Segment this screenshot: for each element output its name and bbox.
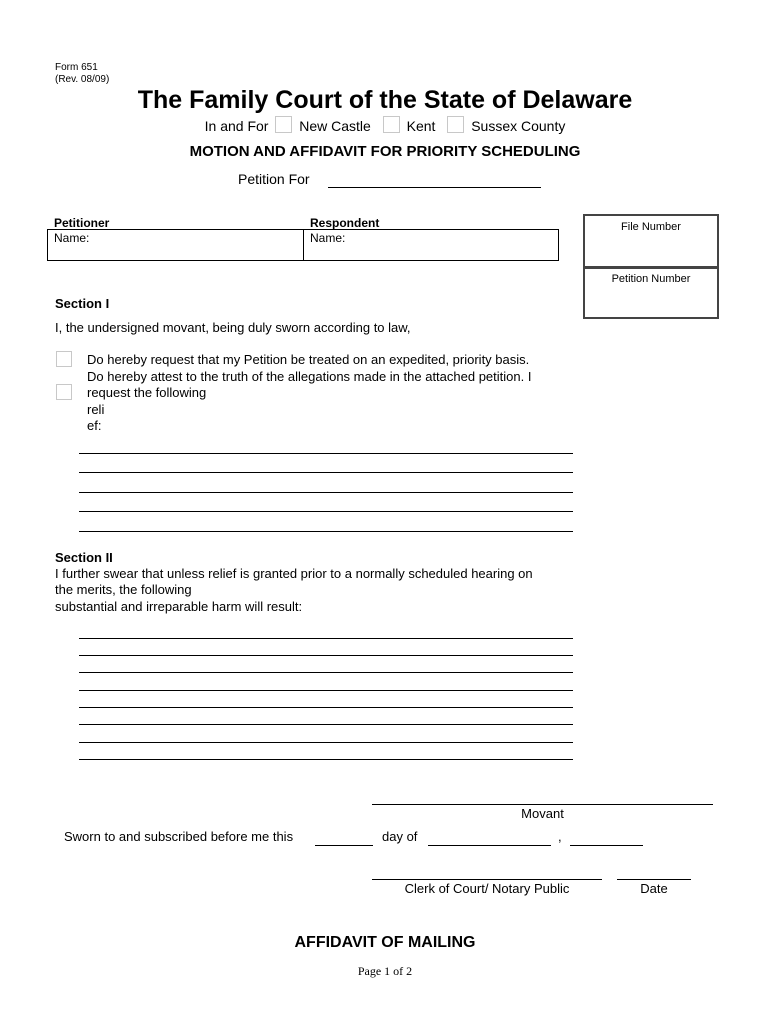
- new-castle-label: New Castle: [299, 118, 371, 134]
- harm-line[interactable]: [79, 690, 573, 691]
- sussex-checkbox[interactable]: [447, 116, 464, 133]
- motion-title: MOTION AND AFFIDAVIT FOR PRIORITY SCHEDULING: [189, 143, 581, 160]
- harm-line[interactable]: [79, 707, 573, 708]
- kent-label: Kent: [406, 118, 436, 134]
- clerk-label: Clerk of Court/ Notary Public: [404, 881, 570, 896]
- sworn-day-field[interactable]: [315, 845, 373, 846]
- parties-name-box: [47, 229, 559, 261]
- page-indicator: Page 1 of 2: [357, 964, 413, 978]
- section-2-line2: the merits, the following: [55, 582, 192, 597]
- harm-line[interactable]: [79, 655, 573, 656]
- kent-checkbox[interactable]: [383, 116, 400, 133]
- relief-line[interactable]: [79, 472, 573, 473]
- respondent-label: Respondent: [310, 216, 380, 230]
- attest-option-line2: request the following: [87, 385, 207, 400]
- attest-option-line4: ef:: [87, 418, 102, 433]
- section-1-heading: Section I: [55, 296, 110, 311]
- petition-for-label: Petition For: [238, 171, 310, 187]
- expedited-checkbox[interactable]: [56, 351, 72, 367]
- section-2-line1: I further swear that unless relief is granted prior to a normally scheduled hearing on: [55, 566, 533, 581]
- harm-line[interactable]: [79, 672, 573, 673]
- petition-number-label: Petition Number: [611, 273, 691, 285]
- petitioner-name-field[interactable]: Name:: [54, 231, 90, 245]
- date-line[interactable]: [617, 879, 691, 880]
- harm-line[interactable]: [79, 742, 573, 743]
- affidavit-of-mailing-heading: AFFIDAVIT OF MAILING: [294, 934, 476, 951]
- petition-number-box[interactable]: [583, 267, 719, 319]
- sworn-year-field[interactable]: [570, 845, 643, 846]
- attest-option-line3: reli: [87, 402, 105, 417]
- comma-label: ,: [558, 829, 562, 844]
- relief-line[interactable]: [79, 511, 573, 512]
- clerk-signature-line[interactable]: [372, 879, 602, 880]
- section-2-line3: substantial and irreparable harm will result:: [55, 599, 303, 614]
- movant-label: Movant: [521, 806, 564, 821]
- file-number-label: File Number: [621, 221, 681, 233]
- harm-line[interactable]: [79, 638, 573, 639]
- in-and-for-label: In and For: [204, 118, 269, 134]
- harm-line[interactable]: [79, 724, 573, 725]
- sworn-text: Sworn to and subscribed before me this: [64, 829, 294, 844]
- date-label: Date: [640, 881, 668, 896]
- sussex-label: Sussex County: [471, 118, 566, 134]
- movant-signature-line[interactable]: [372, 804, 713, 805]
- file-number-box[interactable]: [583, 214, 719, 268]
- court-title: The Family Court of the State of Delaware: [137, 86, 633, 114]
- parties-divider: [303, 230, 304, 260]
- relief-line[interactable]: [79, 531, 573, 532]
- respondent-name-field[interactable]: Name:: [310, 231, 346, 245]
- expedited-option-text: Do hereby request that my Petition be treated on an expedited, priority basis.: [87, 352, 530, 367]
- relief-line[interactable]: [79, 453, 573, 454]
- attest-checkbox[interactable]: [56, 384, 72, 400]
- section-2-heading: Section II: [55, 550, 113, 565]
- form-number: Form 651: [55, 62, 98, 73]
- petition-for-field[interactable]: [328, 187, 541, 188]
- relief-line[interactable]: [79, 492, 573, 493]
- form-revision: (Rev. 08/09): [55, 74, 110, 85]
- new-castle-checkbox[interactable]: [275, 116, 292, 133]
- sworn-month-field[interactable]: [428, 845, 551, 846]
- county-row: [0, 116, 770, 134]
- harm-line[interactable]: [79, 759, 573, 760]
- attest-option-line1: Do hereby attest to the truth of the allegations made in the attached petition. I: [87, 369, 532, 384]
- section-1-intro: I, the undersigned movant, being duly sworn according to law,: [55, 320, 411, 335]
- day-of-label: day of: [382, 829, 418, 844]
- petitioner-label: Petitioner: [54, 216, 110, 230]
